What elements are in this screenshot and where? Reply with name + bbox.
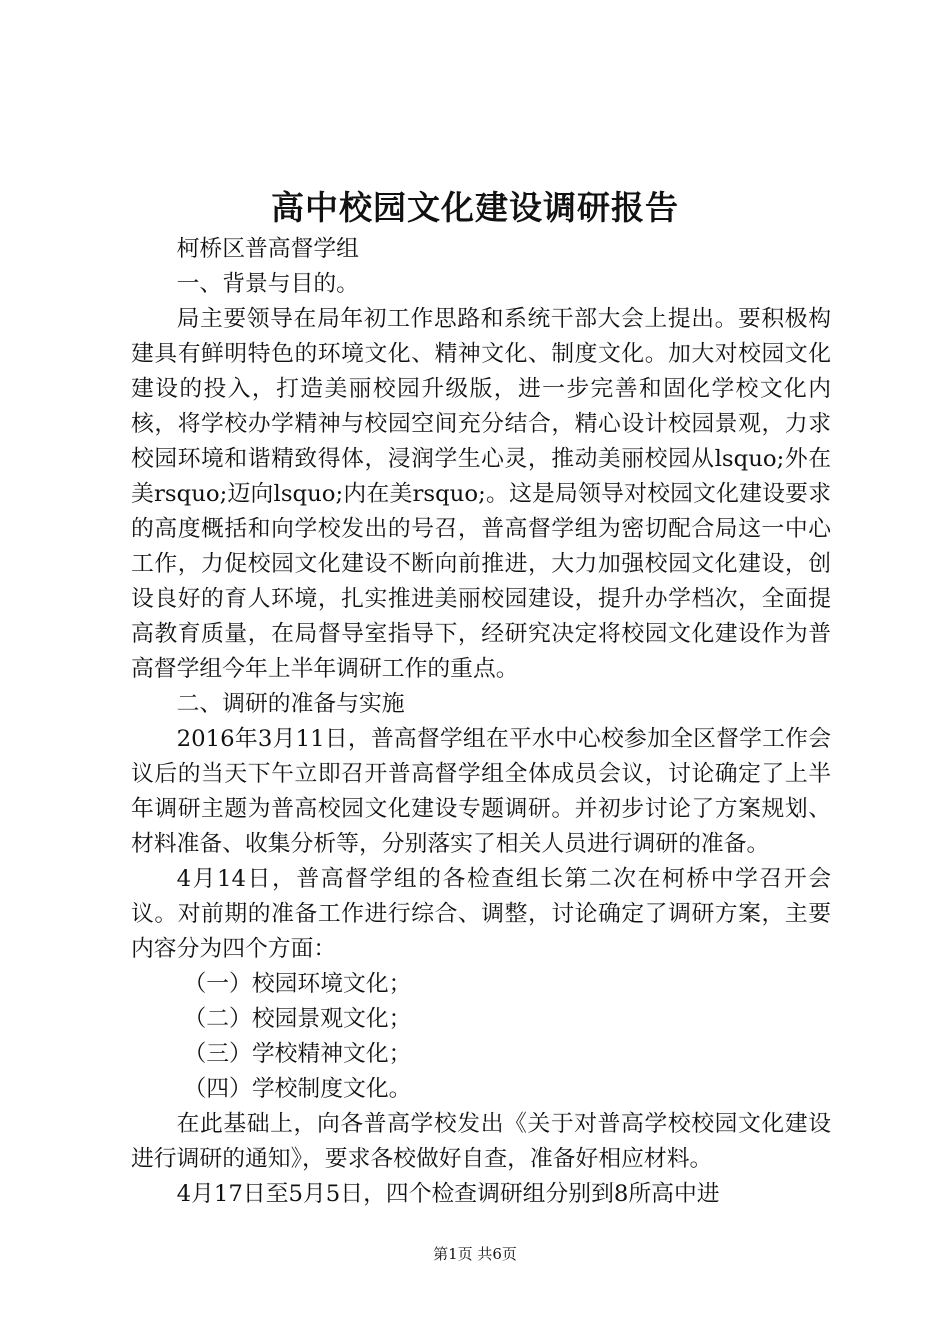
paragraph: 在此基础上，向各普高学校发出《关于对普高学校校园文化建设进行调研的通知》，要求各校做好自查，准备好相应材料。 <box>131 1111 831 1172</box>
document-title: 高中校园文化建设调研报告 <box>271 188 679 227</box>
list-item: （三）学校精神文化； <box>183 1041 412 1067</box>
paragraph: 局主要领导在局年初工作思路和系统干部大会上提出。要积极构建具有鲜明特色的环境文化、精神文化、制度文化。加大对校园文化建设的投入，打造美丽校园升级版，进一步完善和固化学校文化内核，将学校办学精神与校园空间充分结合，精心设计校园景观，力求校园环境和谐精致得体，浸润学生心灵，推动美丽校园从lsquo;外在美rsquo;迈向lsquo;内在美rsquo;。这是局领导对校园文化建设要求的高度概括和向学校发出的号召，普高督学组为密切配合局这一中心工作，力促校园文化建设不断向前推进，大力加强校园文化建设，创设良好的育人环境，扎实推进美丽校园建设，提升办学档次，全面提高教育质量，在局督导室指导下，经研究决定将校园文化建设作为普高督学组今年上半年调研工作的重点。 <box>131 306 831 682</box>
paragraph: 柯桥区普高督学组 <box>176 236 359 262</box>
page-footer: 第1页 共6页 <box>433 1245 517 1263</box>
list-item: （四）学校制度文化。 <box>183 1076 412 1102</box>
paragraph: 2016年3月11日，普高督学组在平水中心校参加全区督学工作会议后的当天下午立即召开普高督学组全体成员会议，讨论确定了上半年调研主题为普高校园文化建设专题调研。并初步讨论了方案规划、材料准备、收集分析等，分别落实了相关人员进行调研的准备。 <box>131 726 831 857</box>
document-body <box>131 232 831 1212</box>
section-heading: 一、背景与目的。 <box>176 271 359 297</box>
list-item: （二）校园景观文化； <box>183 1006 412 1032</box>
list-item: （一）校园环境文化； <box>183 971 412 997</box>
paragraph: 4月14日，普高督学组的各检查组长第二次在柯桥中学召开会议。对前期的准备工作进行综合、调整，讨论确定了调研方案，主要内容分为四个方面： <box>131 866 831 962</box>
paragraph: 4月17日至5月5日，四个检查调研组分别到8所高中进 <box>176 1181 720 1207</box>
section-heading: 二、调研的准备与实施 <box>176 691 405 717</box>
